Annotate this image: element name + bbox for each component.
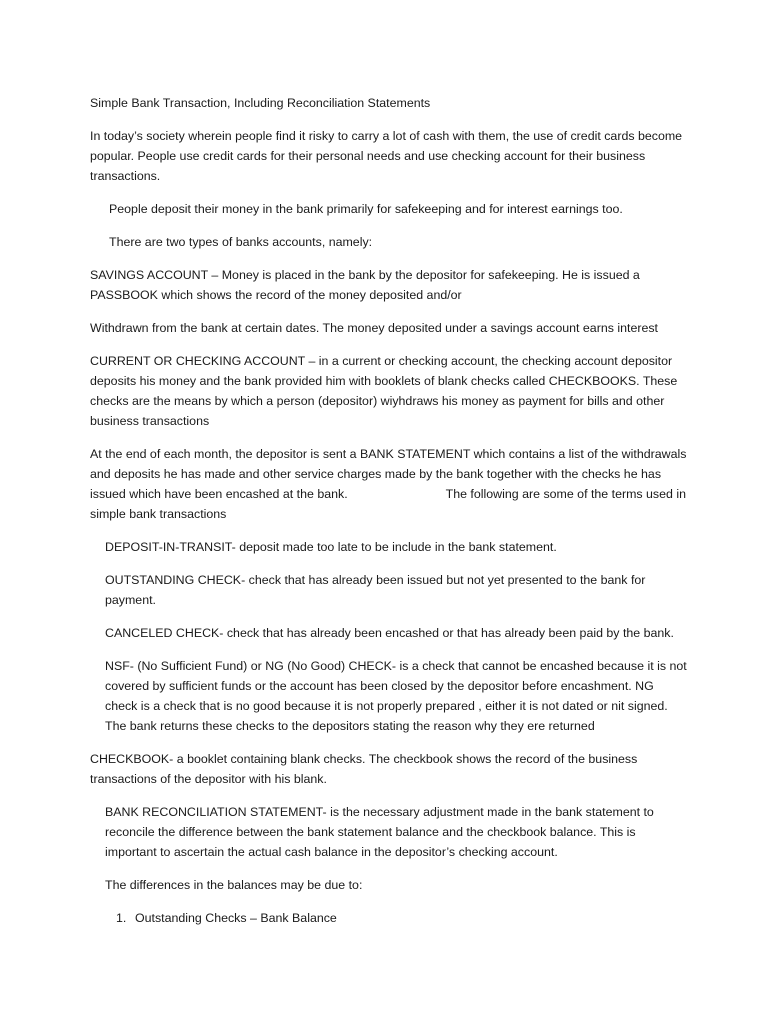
differences-list: [90, 908, 688, 928]
list-item-number: 1.: [116, 911, 127, 925]
term-outstanding-check: OUTSTANDING CHECK- check that has already been issued but not yet presented to the bank for payment.: [105, 573, 646, 607]
list-item: [90, 908, 688, 928]
terms-intro-text: The following are some of the terms used in simple bank transactions: [90, 487, 686, 521]
term-checkbook: CHECKBOOK- a booklet containing blank checks. The checkbook shows the record of the business transactions of the depositor with his blank.: [90, 752, 638, 786]
term-deposit-in-transit: DEPOSIT-IN-TRANSIT- deposit made too late to be include in the bank statement.: [105, 540, 557, 554]
paragraph-savings-account: SAVINGS ACCOUNT – Money is placed in the bank by the depositor for safekeeping. He is issued a PASSBOOK which shows the record of the money deposited and/or: [90, 268, 640, 302]
paragraph-differences: The differences in the balances may be due to:: [105, 878, 363, 892]
list-item-text: Outstanding Checks – Bank Balance: [135, 911, 337, 925]
term-nsf-check: NSF- (No Sufficient Fund) or NG (No Good) CHECK- is a check that cannot be encashed because it is not covered by sufficient funds or the account has been closed by the depositor before encashment. NG check is a check that is no good because it is not properly prepared , either it is not dated or nit signed. The bank returns these checks to the depositors stating the reason why they ere returned: [105, 659, 687, 733]
paragraph-bank-statement: [90, 444, 688, 524]
document-title: Simple Bank Transaction, Including Reconciliation Statements: [90, 96, 431, 110]
paragraph-account-types: There are two types of banks accounts, namely:: [109, 235, 373, 249]
paragraph-deposit: People deposit their money in the bank primarily for safekeeping and for interest earnings too.: [109, 202, 623, 216]
paragraph-withdrawn: Withdrawn from the bank at certain dates. The money deposited under a savings account earns interest: [90, 321, 658, 335]
bank-statement-text: At the end of each month, the depositor is sent a BANK STATEMENT which contains a list of the withdrawals and deposits he has made and other service charges made by the bank together with the checks he has issued which have been encashed at the bank.: [90, 447, 687, 501]
term-bank-reconciliation: BANK RECONCILIATION STATEMENT- is the necessary adjustment made in the bank statement to reconcile the difference between the bank statement balance and the checkbook balance. This is important to ascertain the actual cash balance in the depositor’s checking account.: [105, 805, 654, 859]
paragraph-intro: In today’s society wherein people find it risky to carry a lot of cash with them, the use of credit cards become popular. People use credit cards for their personal needs and use checking account for their business transactions.: [90, 129, 683, 183]
paragraph-current-account: CURRENT OR CHECKING ACCOUNT – in a current or checking account, the checking account depositor deposits his money and the bank provided him with booklets of blank checks called CHECKBOOKS. These checks are the means by which a person (depositor) wiyhdraws his money as payment for bills and other business transactions: [90, 354, 678, 428]
term-canceled-check: CANCELED CHECK- check that has already been encashed or that has already been paid by the bank.: [105, 626, 674, 640]
